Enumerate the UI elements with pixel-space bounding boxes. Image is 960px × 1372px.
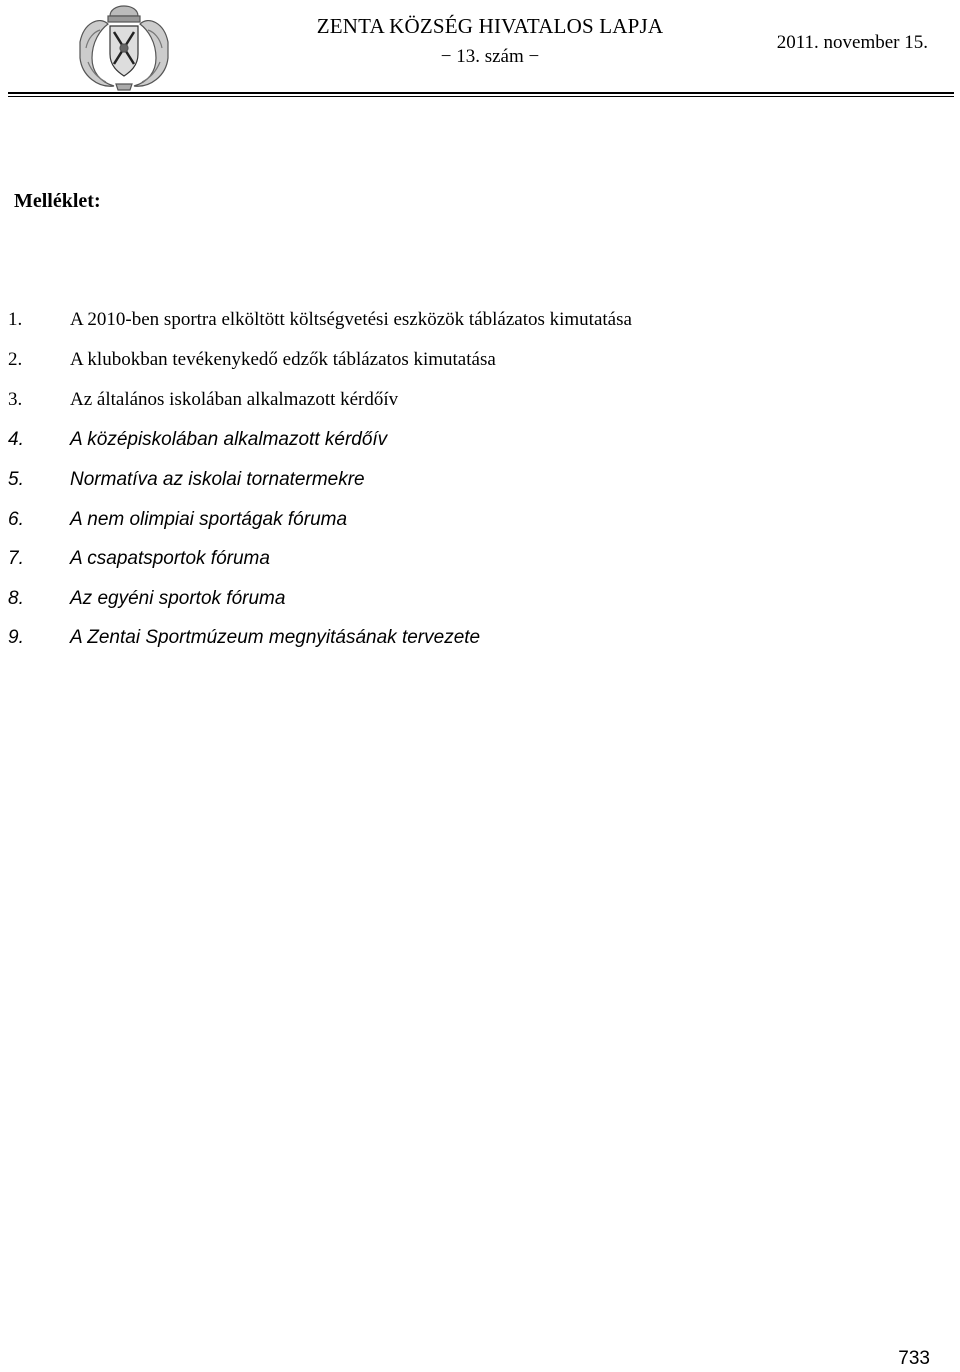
publication-date: 2011. november 15. <box>776 32 928 53</box>
list-item-text: Az egyéni sportok fóruma <box>70 588 286 609</box>
list-item-number: 3. <box>8 389 23 410</box>
list-item-number: 4. <box>8 429 24 450</box>
list-item-number: 5. <box>8 469 24 490</box>
coat-of-arms-icon <box>70 2 178 94</box>
list-item-text: A Zentai Sportmúzeum megnyitásának tervezete <box>70 627 481 648</box>
list-item-text: A csapatsportok fóruma <box>70 548 270 569</box>
list-item-number: 1. <box>8 309 23 330</box>
section-title: Melléklet: <box>14 190 101 212</box>
list-item-number: 9. <box>8 627 24 648</box>
list-item-text: A középiskolában alkalmazott kérdőív <box>70 429 388 450</box>
list-item-text: Az általános iskolában alkalmazott kérdőív <box>70 389 399 410</box>
page-number: 733 <box>898 1348 930 1369</box>
list-item-text: A 2010-ben sportra elköltött költségvetési eszközök táblázatos kimutatása <box>70 309 632 330</box>
list-item-number: 2. <box>8 349 23 370</box>
list-item-text: A klubokban tevékenykedő edzők táblázatos kimutatása <box>70 349 496 370</box>
list-item-number: 7. <box>8 548 24 569</box>
list-item-text: Normatíva az iskolai tornatermekre <box>70 469 365 490</box>
header-rule-thick <box>8 92 954 94</box>
issue-number: − 13. szám − <box>440 46 540 67</box>
publication-title: ZENTA KÖZSÉG HIVATALOS LAPJA <box>316 14 664 38</box>
list-item-number: 8. <box>8 588 24 609</box>
list-item-number: 6. <box>8 509 24 530</box>
list-item-text: A nem olimpiai sportágak fóruma <box>70 509 348 530</box>
header-rule-thin <box>8 96 954 97</box>
